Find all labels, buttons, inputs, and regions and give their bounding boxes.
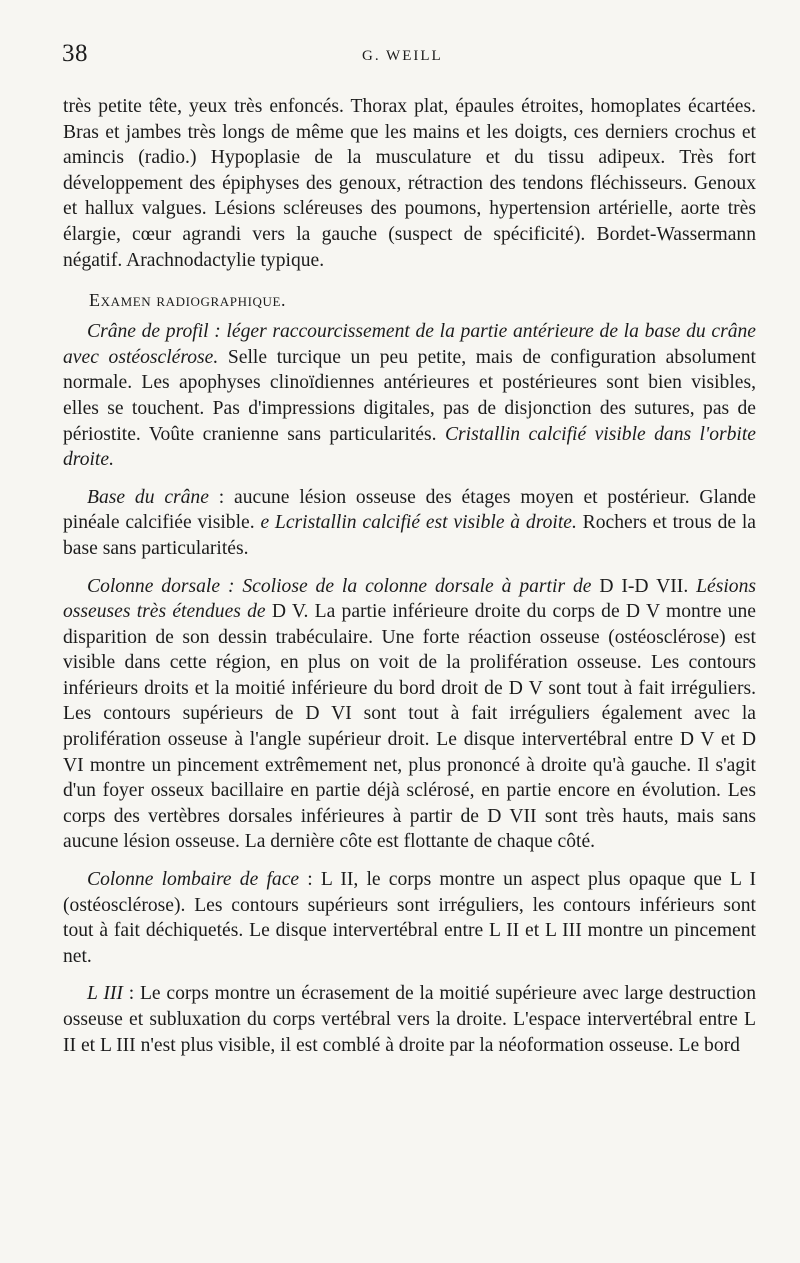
paragraph-base-crane	[63, 485, 756, 562]
paragraph-crane-profil-heading: Crâne de profil : léger raccourcissement de la partie antérieure de la base du crâne avec ostéosclérose.	[63, 321, 756, 368]
paragraph-base-crane-italic: e Lcristallin calcifié est visible à droite.	[260, 512, 577, 534]
paragraph-clinical-description: très petite tête, yeux très enfoncés. Thorax plat, épaules étroites, homoplates écartées. Bras et jambes très longs de même que les mains et les doigts, ces derniers crochus et amincis (radio.) Hypoplasie de la musculature et du tissu adipeux. Très fort développement des épiphyses des genoux, rétraction des tendons fléchisseurs. Genoux et hallux valgues. Lésions scléreuses des poumons, hypertension artérielle, aorte très élargie, cœur agrandi vers la gauche (suspect de spécificité). Bordet-Wassermann négatif. Arachnodactylie typique.	[63, 96, 756, 271]
paragraph-colonne-lombaire	[63, 867, 756, 969]
paragraph-colonne-dorsale	[63, 574, 756, 856]
running-head: G. WEILL	[362, 48, 443, 64]
paragraph-colonne-dorsale-heading: Colonne dorsale : Scoliose de la colonne dorsale à partir de	[87, 575, 592, 597]
paragraph-crane-profil-end: Cristallin calcifié visible dans l'orbite droite.	[63, 423, 756, 471]
paragraph-colonne-dorsale-text-2: D V. La partie inférieure droite du corps de D V montre une disparition de son dessin trabéculaire. Une forte réaction osseuse (ostéosclérose) est visible dans cette région, en plus on voit de la prolifération osseuse. Les contours inférieurs droits et la moitié inférieure du bord droit de D V sont tout à fait irréguliers. Les contours supérieurs de D VI sont tout à fait irréguliers également avec la prolifération osseuse à l'angle supérieur droit. Le disque intervertébral entre D V et D VI montre un pincement extrêmement net, plus prononcé à droite qu'à gauche. Il s'agit d'un foyer osseux bacillaire en partie déjà sclérosé, en partie encore en évolution. Les corps des vertèbres dorsales inférieures à partir de D VII sont très hauts, mais sans aucune lésion osseuse. La dernière côte est flottante de chaque côté.	[63, 601, 756, 853]
paragraph-crane-profil-text: Selle turcique un peu petite, mais de configuration absolument normale. Les apophyses clinoïdiennes antérieures et postérieures sont bien visibles, elles se touchent. Pas d'impressions digitales, pas de disjonction des sutures, pas de périostite. Voûte cranienne sans particularités.	[63, 346, 757, 445]
paragraph-l-iii-heading: L III	[87, 983, 123, 1005]
section-title: Examen radiographique.	[89, 290, 287, 311]
page-header	[60, 40, 760, 80]
body-text	[63, 94, 756, 1058]
paragraph-base-crane-text-end: Rochers et trous de la base sans particularités.	[63, 512, 756, 559]
paragraph-l-iii	[63, 981, 756, 1058]
page-number: 38	[62, 40, 88, 67]
paragraph-base-crane-heading: Base du crâne	[87, 486, 209, 508]
paragraph-crane-profil	[63, 319, 756, 473]
paragraph-base-crane-text: : aucune lésion osseuse des étages moyen et postérieur. Glande pinéale calcifiée visible.	[63, 486, 756, 534]
paragraph-colonne-dorsale-text-1: D I-D VII.	[591, 575, 697, 597]
paragraph-colonne-dorsale-italic: Lésions osseuses très étendues de	[63, 575, 756, 623]
paragraph-l-iii-text: : Le corps montre un écrasement de la moitié supérieure avec large destruction osseuse et subluxation du corps vertébral vers la droite. L'espace intervertébral entre L II et L III n'est plus visible, il est comblé à droite par la néoformation osseuse. Le bord	[63, 983, 756, 1056]
paragraph-colonne-lombaire-heading: Colonne lombaire de face	[87, 869, 300, 891]
paragraph-colonne-lombaire-text: : L II, le corps montre un aspect plus opaque que L I (ostéosclérose). Les contours supérieurs sont irréguliers, les contours inférieurs sont tout à fait déchiquetés. Le disque intervertébral entre L II et L III montre un pincement net.	[63, 869, 756, 967]
